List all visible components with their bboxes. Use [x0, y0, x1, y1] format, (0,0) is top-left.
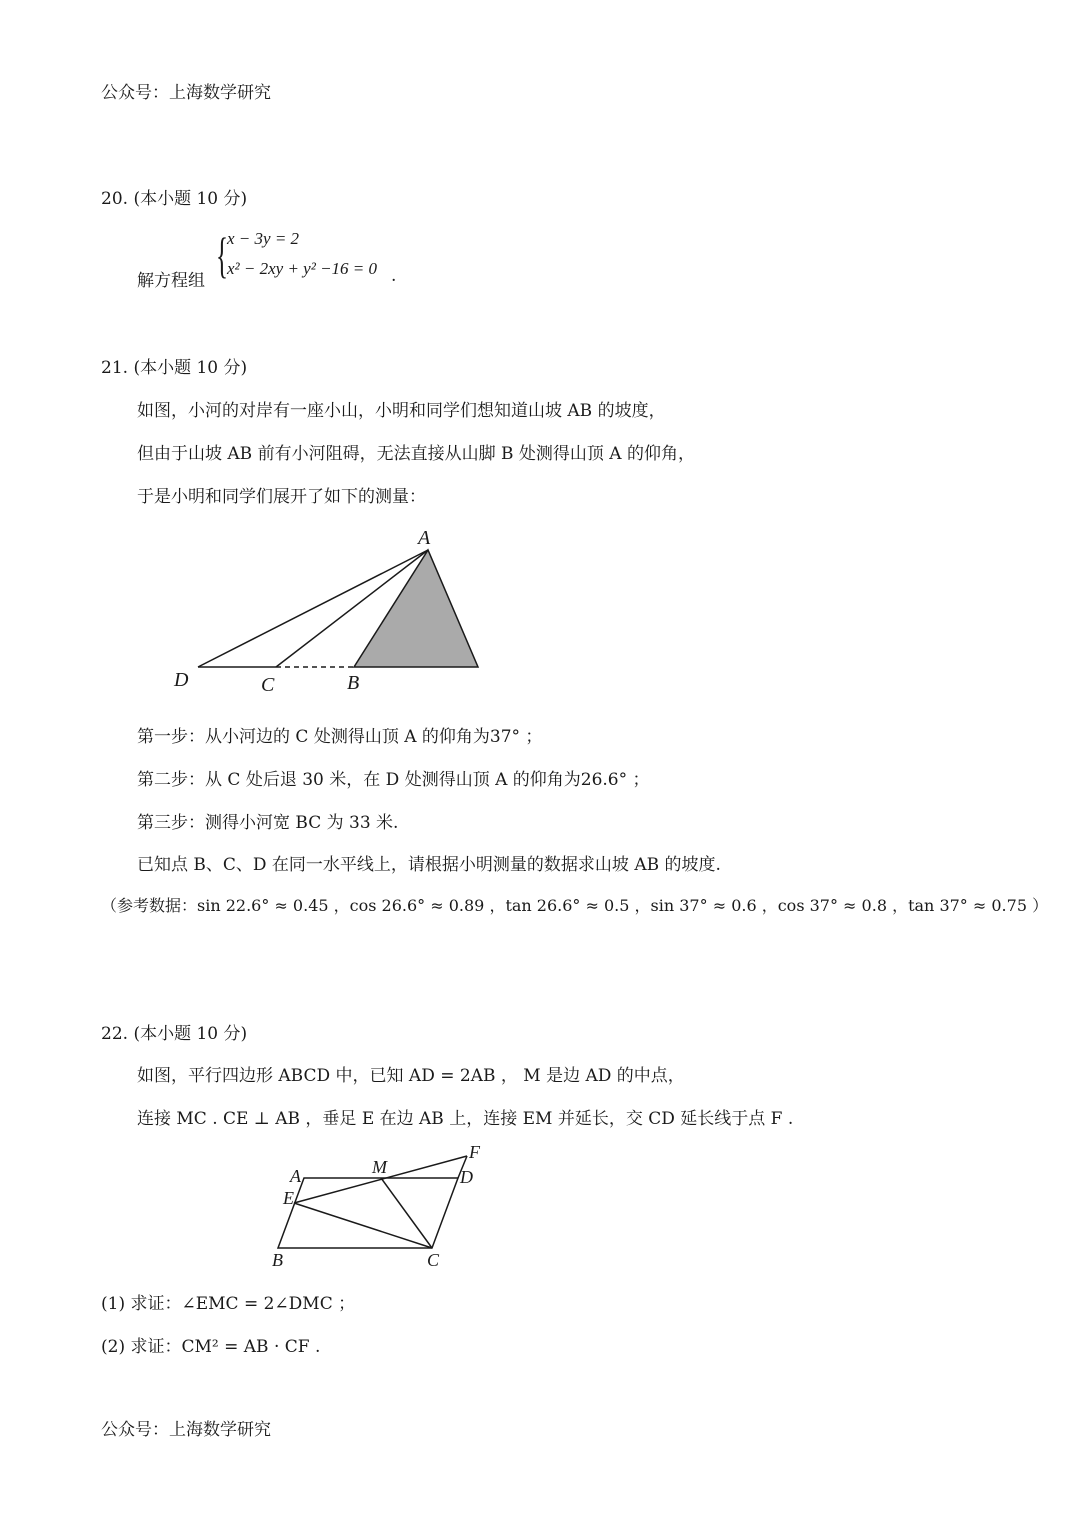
label-B: B [272, 1250, 283, 1270]
page-footer: 公众号：上海数学研究 [101, 1420, 271, 1440]
q21-line1: 如图，小河的对岸有一座小山，小明和同学们想知道山坡 AB 的坡度， [137, 401, 666, 421]
page-header: 公众号：上海数学研究 [101, 83, 271, 103]
label-D: D [460, 1167, 473, 1187]
q21-line3: 于是小明和同学们展开了如下的测量： [137, 487, 426, 507]
q20-eq1: x − 3y = 2 [227, 229, 300, 248]
q21-task: 已知点 B、C、D 在同一水平线上，请根据小明测量的数据求山坡 AB 的坡度. [137, 855, 721, 875]
q22-figure [260, 1135, 500, 1275]
q21-line2: 但由于山坡 AB 前有小河阻碍，无法直接从山脚 B 处测得山顶 A 的仰角， [137, 444, 695, 464]
line-MC [381, 1178, 432, 1248]
q22-label: 22. (本小题 10 分) [101, 1024, 248, 1044]
q22-part1: (1) 求证：∠EMC = 2∠DMC ； [101, 1294, 356, 1314]
q20-eq2: x² − 2xy + y² −16 = 0 [227, 259, 378, 278]
q21-figure [160, 520, 500, 700]
label-B: B [347, 672, 360, 694]
hill-shape [354, 550, 478, 667]
equation-brace: { [216, 227, 228, 283]
q21-label: 21. (本小题 10 分) [101, 358, 248, 378]
q20-prompt: 解方程组 [137, 271, 205, 291]
label-C: C [261, 674, 275, 696]
label-F: F [469, 1142, 480, 1162]
q22-line2: 连接 MC . CE ⊥ AB ，垂足 E 在边 AB 上，连接 EM 并延长，交 CD 延长线于点 F . [137, 1109, 794, 1129]
label-A: A [290, 1166, 301, 1186]
q22-line1: 如图，平行四边形 ABCD 中，已知 AD = 2AB ， M 是边 AD 的中点， [137, 1066, 685, 1086]
label-D: D [174, 669, 189, 691]
label-E: E [283, 1188, 294, 1208]
q20-end: . [391, 266, 397, 286]
q22-part2: (2) 求证：CM² = AB · CF . [101, 1337, 321, 1357]
label-M: M [372, 1157, 387, 1177]
line-EC [294, 1203, 432, 1248]
q21-step1: 第一步：从小河边的 C 处测得山顶 A 的仰角为37° ； [137, 727, 543, 747]
q21-step3: 第三步：测得小河宽 BC 为 33 米. [137, 813, 399, 833]
q21-reference: （参考数据：sin 22.6° ≈ 0.45 ，cos 26.6° ≈ 0.89 ，tan 26.6° ≈ 0.5 ，sin 37° ≈ 0.6 ，cos 37° ≈ 0.8 ，tan 37° ≈ 0.75 ） [101, 896, 1049, 915]
parallelogram-ABCD [278, 1178, 458, 1248]
q21-step2: 第二步：从 C 处后退 30 米，在 D 处测得山顶 A 的仰角为26.6° ； [137, 770, 650, 790]
q20-label: 20. (本小题 10 分) [101, 189, 248, 209]
label-A: A [418, 527, 431, 549]
label-C: C [427, 1250, 440, 1270]
